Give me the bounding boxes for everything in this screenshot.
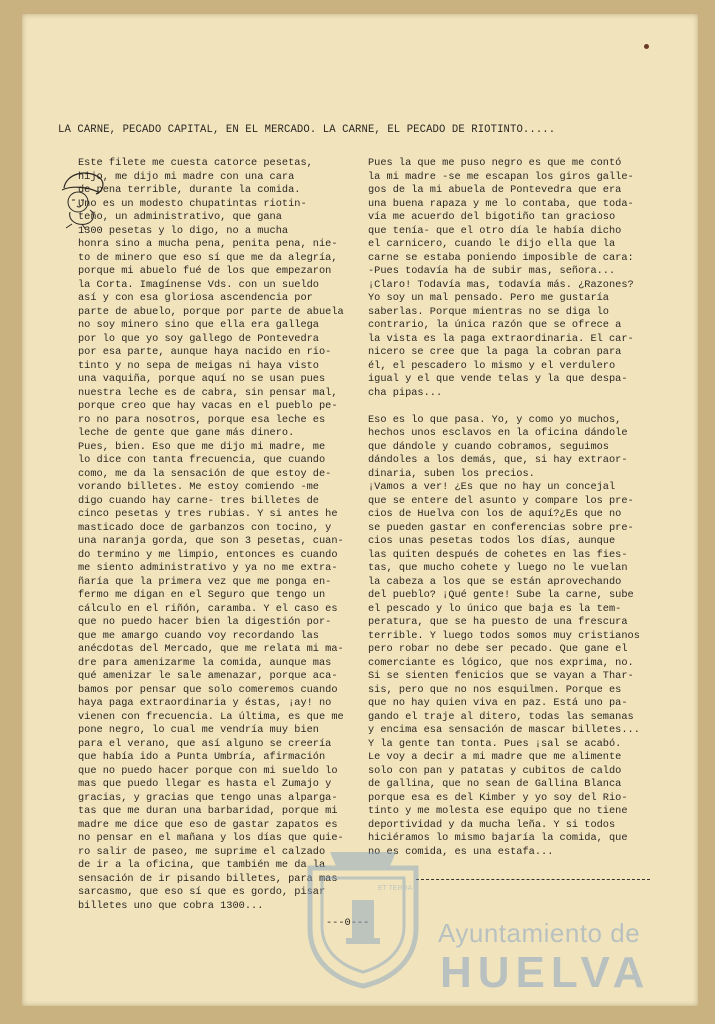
text-line: por esa parte, aunque haya nacido en rio- [78, 346, 332, 358]
text-line: anécdotas del Mercado, que me relata mi ma- [78, 643, 344, 655]
text-line: Uno es un modesto chupatintas riotin- [78, 197, 307, 210]
text-line: nuestra leche es de cabra, sin pensar mal, [78, 386, 338, 399]
text-line: porque creo que hay vacas en el pueblo pe- [78, 400, 338, 412]
text-line: carne se estaba poniendo imposible de cara: [368, 251, 634, 264]
text-line: to de minero que eso sí que me da alegría, [78, 251, 338, 264]
text-line: las quiten después de cohetes en las fies- [368, 548, 628, 561]
text-line: solo con pan y patatas y cubitos de caldo [368, 764, 622, 777]
text-line: 1300 pesetas y lo digo, no a mucha [78, 224, 289, 237]
text-line: honra sino a mucha pena, penita pena, nie- [78, 238, 338, 250]
watermark-institution: Ayuntamiento de [438, 918, 641, 948]
text-line: tinto y no sepa de meigas ni haya visto [78, 359, 319, 372]
text-line: dre para amenizarme la comida, aunque mas [78, 656, 332, 669]
text-line: masticado doce de garbanzos con tocino, y [78, 521, 332, 534]
text-line: el pescado y lo único que baja es la tem- [368, 602, 622, 615]
text-line: sis, pero que no nos esquilmen. Porque es [368, 683, 622, 696]
text-line: fermo me digan en el Seguro que tengo un [78, 589, 326, 601]
text-line: Pues la que me puso negro es que me contó [368, 157, 622, 169]
text-line: él, el pescadero lo mismo y el verdulero [368, 359, 616, 372]
document-heading: LA CARNE, PECADO CAPITAL, EN EL MERCADO. LA CARNE, EL PECADO DE RIOTINTO..... [58, 124, 556, 136]
text-line: gracias, y gracias que tengo unas alparga- [78, 791, 338, 804]
text-line: sarcasmo, que eso sí que es gordo, pisar [78, 886, 326, 898]
text-line: pero robar no debe ser pecado. Que gane el [368, 643, 628, 655]
text-line: así y con esa gloriosa ascendencia por [78, 292, 313, 304]
text-line: que me amargo cuando voy recordando las [78, 629, 319, 642]
text-line: hechos unos esclavos en la oficina dándole [368, 427, 628, 439]
text-line: que había ido a Punta Umbría, afirmación [78, 751, 326, 763]
right-column-text [368, 157, 664, 859]
text-line: vorando billetes. Me estoy comiendo -me [78, 481, 319, 493]
signature-rule [416, 879, 650, 880]
text-line: que no puedo hacer porque con mi sueldo lo [78, 764, 338, 777]
text-line: gos de la mi abuela de Pontevedra que era [368, 184, 622, 196]
text-line: do termino y me limpio, entonces es cuando [78, 548, 338, 561]
text-line: bamos por pensar que solo comeremos cuando [78, 683, 338, 696]
text-line: por lo que yo soy gallego de Pontevedra [78, 332, 319, 345]
text-line: lo dice con tanta frecuencia, que cuando [78, 454, 326, 466]
text-line: leche de gente que gane más dinero. [78, 427, 295, 439]
closing-mark: ---0--- [326, 917, 370, 929]
text-line: porque esa es del Kimber y yo soy del Rio- [368, 791, 628, 804]
text-line: peratura, que se ha puesto de una frescura [368, 616, 628, 628]
text-line: cálculo en el riñón, caramba. Y el caso es [78, 602, 338, 615]
text-line: Si se sienten fenicios que se vayan a Thar- [368, 670, 634, 682]
text-line: que se entere del asunto y compare los pre- [368, 494, 634, 507]
text-line: tinto y me molesta ese equipo que no tiene [368, 805, 628, 817]
text-line: cios unas pesetas todos los días, aunque [368, 535, 616, 547]
text-line: ¡Vamos a ver! ¿Es que no hay un concejal [368, 481, 616, 493]
text-line: cios de Huelva con los de aquí?¿Es que no [368, 508, 622, 520]
text-line: que no puedo hacer bien la digestión por- [78, 616, 332, 628]
text-line: cinco pesetas y tres rubias. Y si antes he [78, 508, 338, 520]
text-line: vía me acuerdo del bigotiño tan gracioso [368, 211, 616, 223]
text-line: qué amenizar le sale amenazar, porque aca- [78, 670, 338, 682]
text-line: no es comida, es una estafa... [368, 845, 554, 858]
text-line: la vista es la paga extraordinaria. El car- [368, 332, 634, 345]
text-line: contrario, la única razón que se ofrece a [368, 319, 622, 331]
text-line: Eso es lo que pasa. Yo, y como yo muchos, [368, 413, 622, 426]
text-line: dinaria, suben los precios. [368, 467, 535, 480]
text-line: ñaría que la primera vez que me ponga en- [78, 575, 332, 588]
text-line: pone negro, lo cual me vendría muy bien [78, 724, 319, 736]
text-line: nicero se cree que la paga la cobran para [368, 346, 622, 358]
text-line: ¡Claro! Todavía mas, todavía más. ¿Razones? [368, 278, 634, 291]
seal-motto: ET TERRA [378, 885, 413, 892]
text-line: Yo soy un mal pensado. Pero me gustaría [368, 292, 609, 304]
text-line: que no hay quien viva en paz. Está uno pa- [368, 697, 628, 709]
text-line: tas, que mucho cohete y luego no le vuelan [368, 562, 628, 574]
text-line: teño, un administrativo, que gana [78, 211, 282, 223]
text-line: de ir a la oficina, que también me da la [78, 859, 326, 871]
text-line: para el verano, que así alguno se creería [78, 737, 332, 750]
text-line: ro no para nosotros, porque esa leche es [78, 413, 326, 426]
text-line: no pensar en el mañana y los días que quie- [78, 832, 344, 844]
text-line: una naranja gorda, que son 3 pesetas, cuan- [78, 535, 344, 547]
text-line: que dándole y cuando cobramos, seguimos [368, 440, 609, 453]
text-line: tas que me duran una barbaridad, porque mi [78, 805, 338, 817]
text-line: una vaquiña, porque aquí no se usan pues [78, 373, 326, 385]
text-line: del pueblo? ¡Qué gente! Sube la carne, sube [368, 589, 634, 601]
text-line: parte de abuelo, porque por parte de abuela [78, 305, 344, 318]
text-line: vienen con frecuencia. La última, es que me [78, 710, 344, 723]
text-line: Y la gente tan tonta. Pues ¡sal se acabó. [368, 737, 622, 750]
text-line: saberlas. Porque mientras no se diga lo [368, 305, 609, 318]
text-line: -Pues todavía ha de subir mas, señora... [368, 265, 616, 277]
text-line: me siento administrativo y ya no me extra- [78, 562, 338, 574]
text-line: billetes uno que cobra 1300... [78, 899, 264, 912]
paper-mark [644, 44, 649, 49]
text-line: sensación de ir pisando billetes, para mas [78, 872, 338, 885]
text-line: la Corta. Imagínense Vds. con un sueldo [78, 278, 319, 291]
text-line: y encima esa sensación de mascar billetes... [368, 724, 640, 736]
text-line: ro salir de paseo, me suprime el calzado [78, 845, 326, 858]
text-line: una buena rapaza y me lo contaba, que toda- [368, 197, 634, 210]
text-line: mas que puedo llegar es hasta el Zumajo y [78, 778, 332, 790]
text-line: Pues, bien. Eso que me dijo mi madre, me [78, 440, 326, 453]
text-line: digo cuando hay carne- tres billetes de [78, 494, 319, 507]
municipal-seal-watermark [300, 838, 426, 990]
text-line: hiciéramos lo mismo bajaría la comida, que [368, 832, 628, 844]
text-line: comerciante es lógico, que nos exprima, no. [368, 656, 634, 669]
watermark-city: HUELVA [440, 948, 651, 997]
text-line: porque mi abuelo fué de los que empezaron [78, 265, 332, 277]
text-line: cha pipas... [368, 386, 443, 399]
text-line [368, 400, 664, 414]
text-line: el carnicero, cuando le dijo ella que la [368, 238, 616, 250]
text-line: de pena terrible, durante la comida. [78, 184, 301, 196]
text-line: Este filete me cuesta catorce pesetas, [78, 157, 313, 169]
text-line: como, me da la sensación de que estoy de- [78, 467, 332, 480]
text-line: haya paga extraordinaria y éstas, ¡ay! no [78, 697, 332, 709]
text-line: se pueden gastar en conferencias sobre pre- [368, 521, 634, 534]
text-line: Le voy a decir a mi madre que me alimente [368, 751, 622, 763]
text-line: la cabeza a los que se están aprovechando [368, 575, 622, 588]
text-line: de gallina, que no sean de Gallina Blanca [368, 778, 622, 790]
text-line: deportividad y da mucha leña. Y si todos [368, 818, 616, 831]
text-line: madre me dice que eso de gastar zapatos es [78, 818, 338, 831]
text-line: igual y el que vende telas y la que despa- [368, 373, 628, 385]
text-line: que tenía- que el otro día le había dicho [368, 224, 622, 237]
text-line: hijo, me dijo mi madre con una cara [78, 170, 295, 183]
text-line: dándoles a los demás, que, si hay extraor- [368, 454, 628, 466]
left-column-text [78, 157, 374, 913]
text-line: terrible. Y luego todos somos muy cristianos [368, 629, 640, 642]
text-line: gando el traje al ditero, todas las semanas [368, 710, 634, 723]
text-line: no soy minero sino que ella era gallega [78, 319, 319, 331]
text-line: la mi madre -se me escapan los giros galle- [368, 170, 634, 183]
